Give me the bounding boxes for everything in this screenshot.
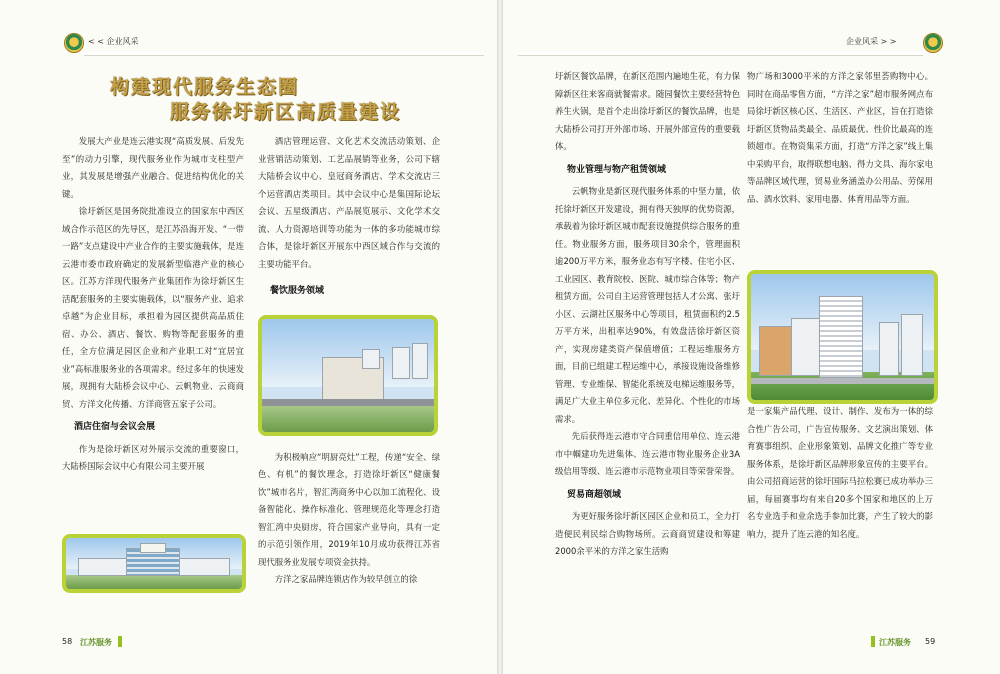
- footer-accent-bar: [871, 636, 875, 647]
- section-heading: 餐饮服务领域: [270, 286, 325, 296]
- office-tower-photo: [747, 270, 938, 404]
- section-tag-right: 企业风采 > >: [846, 37, 897, 46]
- paragraph: 云帆物业是新区现代服务体系的中坚力量，依托徐圩新区开发建设，拥有得天独厚的优势资源，承载着为徐圩新区城市配套设施提供综合服务的重任。物业服务方面，服务项目30余个，管理面积逾200万平方米，服务业态有写字楼、住宅小区、工业园区、教育院校、医院、城市综合体等；物产租赁方面，公司自主运营管理包括人才公寓、张圩小区、云湖社区服务中心等项目，租赁面积约2.5万平方米，出租率达90%，有效盘活徐圩新区资产，实现房建类资产保值增值；工程运维服务方面，目前已组建工程运维中心，承接设施设备维修管理、专业维保、智能化系统及电梯运维服务等，满足广大业主单位多元化、差异化、个性化的市场需求。: [555, 186, 740, 424]
- section-heading: 贸易商超领域: [567, 489, 622, 500]
- footer-accent-bar: [118, 636, 122, 647]
- paragraph: 是一家集产品代理、设计、制作、发布为一体的综合性广告公司，广告宣传服务、文艺演出策划、体育赛事组织、企业形象策划、品牌文化推广等专业服务体系，是徐圩新区品牌形象宣传的主要平台。由公司招商运营的徐圩国际马拉松赛已成功举办三届，每届赛事均有来自20多个国家和地区的上万名专业选手和业余选手参加比赛，产生了较大的影响力，提升了连云港的知名度。: [747, 406, 933, 539]
- paragraph: 物广场和3000平米的方洋之家邻里荟购物中心。同时在商品零售方面，“方洋之家”超市服务网点布局徐圩新区核心区、生活区、产业区，旨在打造徐圩新区货物品类最全、品质最优、性价比最高的连锁超市。在物资集采方面，打造“方洋之家”线上集中采购平台，取得联想电脑、得力文具、海尔家电等品牌区域代理，贸易业务涵盖办公用品、劳保用品、酒水饮料、家用电器、体育用品等方面。: [747, 71, 933, 204]
- page-number-left: 58: [62, 637, 73, 646]
- footer-label-right: 江苏服务: [879, 638, 911, 647]
- paragraph: 为更好服务徐圩新区园区企业和员工，全力打造便民利民综合购物场所。云商商贸建设和筹建2000余平米的方洋之家生活购: [555, 511, 740, 556]
- text-column-1: [62, 133, 244, 476]
- article-title-line1: 构建现代服务生态圈: [110, 76, 300, 98]
- section-heading: 物业管理与物产租赁领域: [567, 164, 667, 175]
- conference-center-photo: [62, 534, 246, 593]
- paragraph: 为积极响应“明厨亮灶”工程，传递“安全、绿色、有机”的餐饮理念，打造徐圩新区“健康餐饮”城市名片，智汇湾商务中心以加工流程化、设备智能化、操作标准化、管理规范化等理念打造智汇湾中央厨房，符合国家产业导向，具有一定的示范引领作用，2019年10月成功获得江苏省现代服务业发展专项资金扶持。: [258, 451, 440, 567]
- paragraph: 方洋之家品牌连锁店作为较早创立的徐: [274, 574, 418, 584]
- header-rule: [518, 52, 923, 56]
- company-logo-icon: [923, 33, 943, 53]
- page-number-right: 59: [925, 637, 936, 646]
- paragraph: 作为是徐圩新区对外展示交流的重要窗口，大陆桥国际会议中心有限公司主要开展: [62, 443, 244, 471]
- section-tag-left: < < 企业风采: [88, 37, 139, 46]
- paragraph: 徐圩新区是国务院批准设立的国家东中西区域合作示范区的先导区，是江苏沿海开发、“一带一路”支点建设中产业合作的主要实施载体，是连云港市委市政府确定的发展新型临港产业的核心区。江苏方洋现代服务产业集团作为徐圩新区生活配套服务的主要实施载体，以“服务产业、追求卓越”为企业目标，承担着为园区提供高品质住宿、办公、酒店、餐饮、购物等配套服务的重任，全方位满足园区企业和产业职工对“宜居宜业”高标准服务业的各项需求。经过多年的快速发展，现拥有大陆桥会议中心、云帆物业、云商商贸、方洋文化传播、方洋商管五家子公司。: [62, 206, 244, 409]
- section-heading: 酒店住宿与会议会展: [74, 422, 156, 432]
- header-rule: [84, 52, 484, 56]
- kitchen-building-photo: [258, 315, 438, 436]
- paragraph: 先后获得连云港市守合同重信用单位、连云港市中帼建功先进集体、连云港市物业服务企业3A级信用等级、连云港市示范物业项目等荣誉荣誉。: [555, 431, 740, 476]
- footer-label-left: 江苏服务: [80, 638, 112, 647]
- text-column-3: [555, 68, 740, 561]
- paragraph: 酒店管理运营、文化艺术交流活动策划、企业营销活动策划、工艺品展销等业务，公司下辖大陆桥会议中心、皇冠商务酒店、学术交流店三个运营酒店类项目。其中会议中心是集国际论坛会议、五星级酒店、产品展览展示、文化学术交流、人力资源培训等功能为一体的多功能城市综合体，是徐圩新区开展东中西区域合作与交流的主要功能平台。: [258, 136, 440, 269]
- paragraph: 发展大产业是连云港实现“高质发展、后发先至”的动力引擎，现代服务业作为城市支柱型产业，其发展是增强产业融合、促进结构优化的关键。: [62, 136, 244, 199]
- article-title-line2: 服务徐圩新区高质量建设: [170, 101, 402, 123]
- company-logo-icon: [64, 33, 84, 53]
- paragraph: 圩新区餐饮品牌，在新区范围内遍地生花，有力保障新区往来客商就餐需求。随园餐饮主要经营特色养生火锅，是首个走出徐圩新区的餐饮品牌，也是大陆桥公司打开外部市场、开展外部宣传的重要载体。: [555, 71, 740, 151]
- right-page: [503, 0, 1000, 674]
- left-page: [0, 0, 497, 674]
